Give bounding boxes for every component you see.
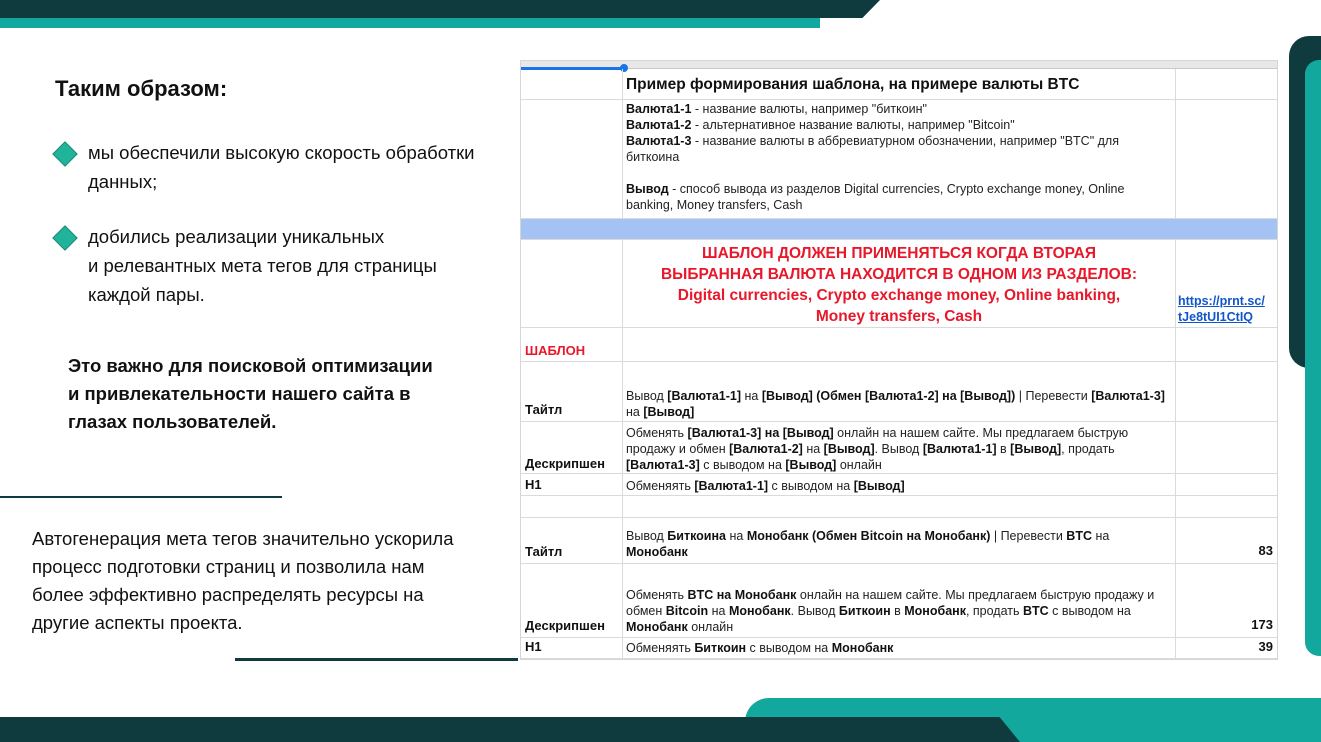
text-run: [Валюта1-3]	[626, 458, 700, 472]
text-run: , продать	[965, 604, 1023, 618]
example-h1	[626, 640, 1174, 656]
text-run: онлайн на нашем сайте. Мы предлагаем быструю продажу и обмен	[626, 588, 1155, 618]
text-run: [Валюта1-2]	[729, 442, 803, 456]
highlighted-row	[521, 219, 1278, 239]
bullet-line: мы обеспечили высокую скорость обработки	[88, 142, 475, 163]
template-label: ШАБЛОН	[525, 343, 586, 358]
text-run: , продать	[1061, 442, 1115, 456]
bullet-item	[52, 138, 475, 196]
text-run: с выводом на	[1048, 604, 1131, 618]
rule-warning	[623, 243, 1175, 327]
text-run: Вывод	[626, 389, 668, 403]
text-run: (Обмен	[808, 529, 861, 543]
text-run: онлайн на нашем сайте. Мы предлагаем быструю продажу и обмен	[626, 426, 1129, 456]
note-line: Это важно для поисковой оптимизации	[68, 355, 433, 376]
term: Вывод	[626, 182, 669, 196]
text-run: [Вывод]	[643, 405, 695, 419]
text-run: Монобанк	[728, 604, 791, 618]
term-text: - способ вывода из разделов Digital currencies, Crypto exchange money, Online	[668, 182, 1125, 196]
text-run: BTC	[1066, 529, 1092, 543]
text-run: [Валюта1-3]	[1091, 389, 1165, 403]
paragraph-line: более эффективно распределять ресурсы на	[32, 584, 424, 605]
sheet-header-strip	[521, 61, 1278, 69]
row-label-h1: H1	[525, 477, 542, 492]
text-run: Биткоин	[694, 641, 747, 655]
text-run: BTC	[1022, 604, 1049, 618]
row-divider	[521, 99, 1278, 100]
text-run: с выводом на	[768, 479, 854, 493]
link-line[interactable]: https://prnt.sc/	[1178, 294, 1265, 308]
warning-line: ШАБЛОН ДОЛЖЕН ПРИМЕНЯТЬСЯ КОГДА ВТОРАЯ	[702, 245, 1096, 262]
right-teal-bar	[1305, 60, 1321, 656]
text-run: на	[713, 588, 735, 602]
warning-line: ВЫБРАННАЯ ВАЛЮТА НАХОДИТСЯ В ОДНОМ ИЗ РАЗДЕЛОВ:	[660, 266, 1137, 283]
row-divider	[521, 495, 1278, 496]
important-note	[68, 352, 488, 436]
text-run: BTC	[687, 588, 714, 602]
text-run: Монобанк	[626, 545, 688, 559]
text-run: Bitcoin	[860, 529, 904, 543]
text-run: [Вывод]	[1010, 442, 1062, 456]
text-run: в	[996, 442, 1011, 456]
text-run: Монобанк	[734, 588, 797, 602]
template-h1	[626, 478, 1174, 494]
divider-line	[235, 658, 518, 661]
text-run: на	[726, 529, 747, 543]
text-run: [Валюта1-3]	[687, 426, 762, 440]
row-divider	[521, 361, 1278, 362]
text-run: на	[761, 426, 783, 440]
text-run: на	[741, 389, 762, 403]
text-run: [Вывод]	[782, 426, 834, 440]
template-title	[626, 388, 1174, 420]
selection-border	[521, 67, 623, 70]
text-run: [Валюта1-1]	[694, 479, 769, 493]
text-run: Монобанк	[746, 529, 809, 543]
term: Валюта1-1	[626, 102, 692, 116]
link-line[interactable]: tJe8tUI1CtIQ	[1178, 310, 1254, 324]
divider-line	[0, 496, 282, 498]
row-divider	[521, 421, 1278, 422]
text-run: [Валюта1-1]	[922, 442, 997, 456]
diamond-bullet-icon	[52, 141, 77, 166]
text-run: Биткоина	[667, 529, 726, 543]
text-run: Биткоин	[838, 604, 891, 618]
text-run: [Вывод]	[823, 442, 875, 456]
row-label-title: Тайтл	[525, 544, 563, 559]
note-line: и привлекательности нашего сайта в	[68, 383, 411, 404]
bullet-text	[88, 222, 437, 309]
text-run: с выводом на	[699, 458, 786, 472]
spreadsheet-screenshot	[520, 60, 1278, 660]
text-run: на	[1092, 529, 1110, 543]
text-run: Монобанк)	[924, 529, 991, 543]
term-text: - название валюты, например "биткоин"	[691, 102, 927, 116]
row-divider	[521, 658, 1278, 659]
column-divider	[622, 69, 623, 660]
row-divider	[521, 563, 1278, 564]
note-line: глазах пользователей.	[68, 411, 277, 432]
bullet-line: добились реализации уникальных	[88, 226, 385, 247]
paragraph-line: Автогенерация мета тегов значительно ускорила	[32, 528, 454, 549]
text-run: Вывод	[626, 529, 668, 543]
text-run: Монобанк	[626, 620, 688, 634]
text-run: на	[708, 604, 729, 618]
term: Валюта1-2	[626, 118, 692, 132]
paragraph-line: другие аспекты проекта.	[32, 612, 243, 633]
term: Валюта1-3	[626, 134, 692, 148]
description-length: 173	[1251, 617, 1273, 632]
text-run: [Вывод]	[785, 458, 837, 472]
text-run: (Обмен	[812, 389, 865, 403]
sheet-title: Пример формирования шаблона, на примере валюты BTC	[626, 76, 1080, 93]
warning-line: Money transfers, Cash	[815, 308, 983, 325]
text-run: Обменяять	[626, 641, 695, 655]
bullet-line: каждой пары.	[88, 284, 205, 305]
autogen-paragraph	[32, 525, 502, 637]
text-run: . Вывод	[874, 442, 923, 456]
bullet-line: и релевантных мета тегов для страницы	[88, 255, 437, 276]
example-title	[626, 528, 1174, 560]
diamond-bullet-icon	[52, 225, 77, 250]
title-length: 83	[1258, 543, 1273, 558]
text-run: Bitcoin	[665, 604, 709, 618]
text-run: . Вывод	[790, 604, 839, 618]
text-run: [Вывод])	[960, 389, 1016, 403]
row-divider	[521, 517, 1278, 518]
bullet-item	[52, 222, 437, 309]
screenshot-link[interactable]	[1178, 293, 1276, 325]
text-run: онлайн	[687, 620, 734, 634]
text-run: [Валюта1-1]	[667, 389, 742, 403]
row-divider	[521, 473, 1278, 474]
text-run: в	[890, 604, 905, 618]
column-divider	[1277, 69, 1278, 660]
text-run: на	[938, 389, 961, 403]
term-text: биткоина	[626, 150, 680, 164]
text-run: | Перевести	[990, 529, 1067, 543]
text-run: с выводом на	[746, 641, 832, 655]
slide-heading: Таким образом:	[55, 76, 228, 101]
h1-length: 39	[1258, 639, 1273, 654]
paragraph-line: процесс подготовки страниц и позволила нам	[32, 556, 425, 577]
bullet-line: данных;	[88, 171, 158, 192]
text-run: онлайн	[836, 458, 882, 472]
term-text: banking, Money transfers, Cash	[626, 198, 803, 212]
text-run: Монобанк	[904, 604, 966, 618]
row-divider	[521, 327, 1278, 328]
bullet-text	[88, 138, 475, 196]
template-description	[626, 425, 1174, 473]
row-divider	[521, 239, 1278, 240]
bottom-dark-bar	[0, 717, 1020, 742]
row-label-description: Дескрипшен	[525, 456, 605, 471]
text-run: на	[626, 405, 644, 419]
text-run: Монобанк	[831, 641, 894, 655]
text-run: на	[802, 442, 824, 456]
text-run: [Вывод]	[853, 479, 905, 493]
column-divider	[1175, 69, 1176, 660]
text-run: Обменять	[626, 588, 688, 602]
row-label-description: Дескрипшен	[525, 618, 605, 633]
variables-description	[626, 101, 1171, 213]
example-description	[626, 587, 1174, 635]
text-run: Обменяять	[626, 479, 695, 493]
text-run: на	[903, 529, 925, 543]
top-dark-bar	[0, 0, 880, 18]
row-label-h1: H1	[525, 639, 542, 654]
row-divider	[521, 637, 1278, 638]
text-run: [Валюта1-2]	[864, 389, 939, 403]
text-run: Обменять	[626, 426, 688, 440]
row-label-title: Тайтл	[525, 402, 563, 417]
text-run: [Вывод]	[761, 389, 813, 403]
term-text: - альтернативное название валюты, например "Bitcoin"	[691, 118, 1015, 132]
text-run: | Перевести	[1015, 389, 1092, 403]
warning-line: Digital currencies, Crypto exchange money, Online banking,	[677, 287, 1121, 304]
term-text: - название валюты в аббревиатурном обозначении, например "BTC" для	[691, 134, 1119, 148]
